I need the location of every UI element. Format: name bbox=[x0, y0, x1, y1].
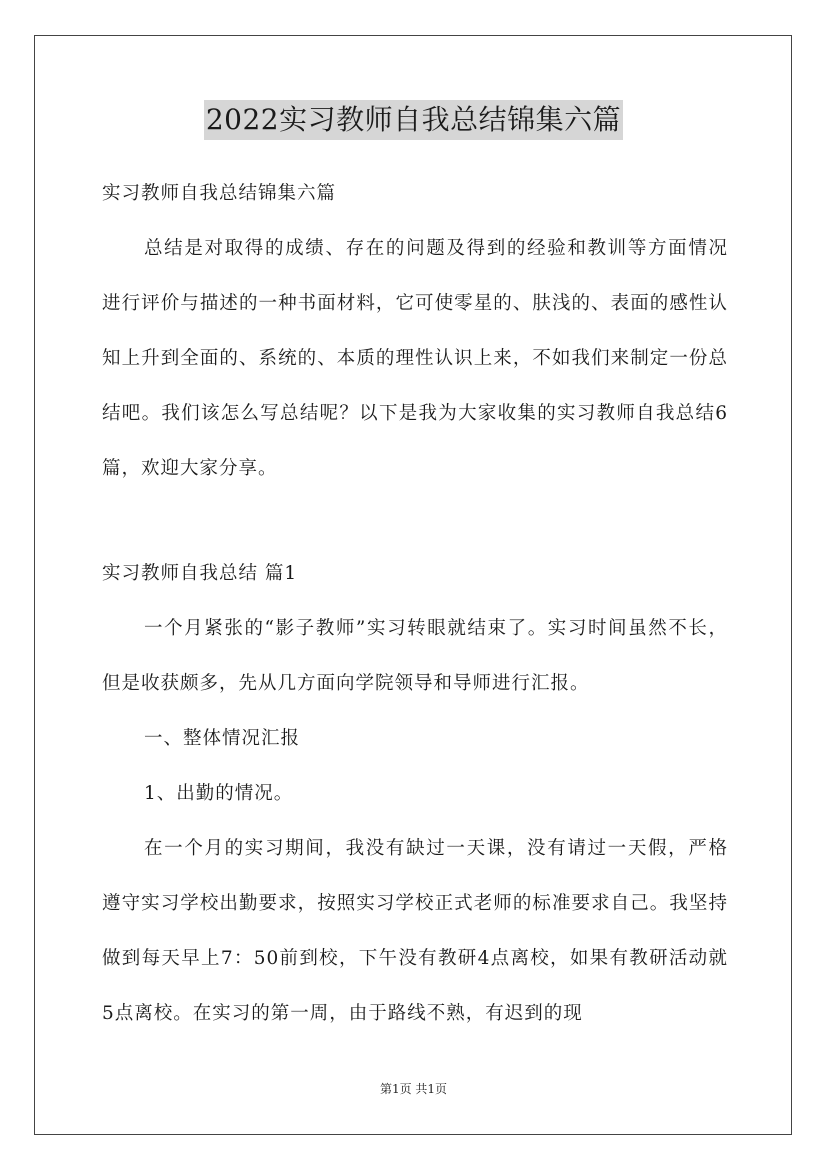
paragraph-2: 在一个月的实习期间，我没有缺过一天课，没有请过一天假，严格遵守实习学校出勤要求，按照实习学校正式老师的标准要求自己。我坚持做到每天早上7：50前到校，下午没有教研4点离校，如果有教研活动就5点离校。在实习的第一周，由于路线不熟，有迟到的现 bbox=[102, 838, 728, 1024]
heading-attendance: 1、出勤的情况。 bbox=[144, 783, 294, 804]
document-body bbox=[102, 166, 728, 1041]
heading-overall-report: 一、整体情况汇报 bbox=[144, 728, 301, 749]
title-wrap bbox=[0, 100, 827, 140]
section-heading: 实习教师自我总结 篇1 bbox=[102, 563, 298, 584]
document-subtitle: 实习教师自我总结锦集六篇 bbox=[102, 183, 337, 204]
intro-paragraph: 总结是对取得的成绩、存在的问题及得到的经验和教训等方面情况进行评价与描述的一种书面材料，它可使零星的、肤浅的、表面的感性认知上升到全面的、系统的、本质的理性认识上来，不如我们来制定一份总结吧。我们该怎么写总结呢？以下是我为大家收集的实习教师自我总结6篇，欢迎大家分享。 bbox=[102, 238, 728, 479]
paragraph-1: 一个月紧张的“影子教师”实习转眼就结束了。实习时间虽然不长，但是收获颇多，先从几方面向学院领导和导师进行汇报。 bbox=[102, 618, 728, 694]
page-footer: 第1页 共1页 bbox=[379, 1082, 448, 1096]
section-spacer bbox=[102, 496, 728, 546]
document-title: 2022实习教师自我总结锦集六篇 bbox=[204, 100, 623, 140]
